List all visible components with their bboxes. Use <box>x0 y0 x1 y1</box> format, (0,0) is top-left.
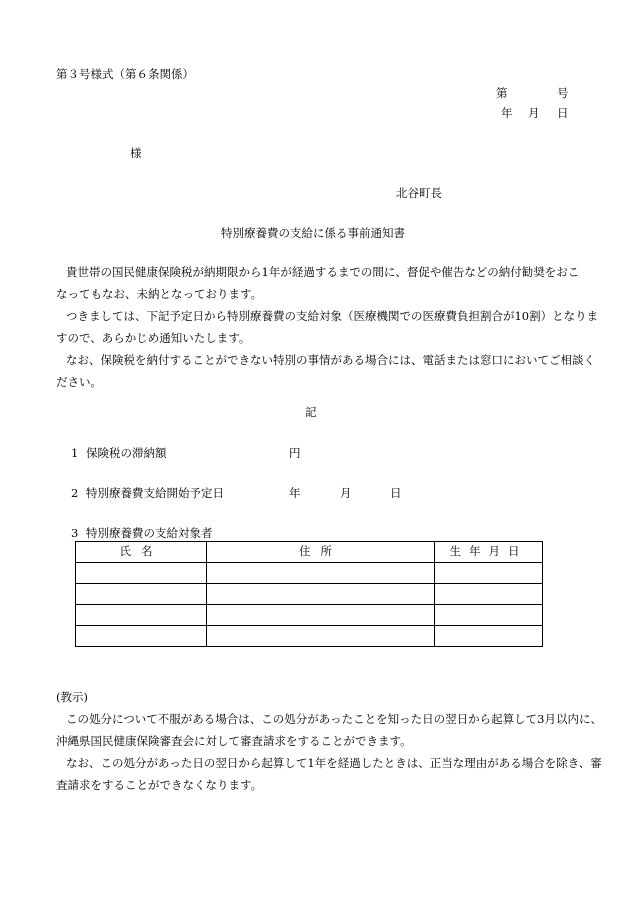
issuer: 北谷町長 <box>396 186 442 200</box>
table-cell <box>76 626 207 647</box>
document-number-suffix: 号 <box>557 86 569 100</box>
column-header-name: 氏名 <box>76 542 207 563</box>
body-line: 貴世帯の国民健康保険税が納期限から1年が経過するまでの間に、督促や催告などの納付勧奨をおこ <box>66 265 580 279</box>
date-year: 年 <box>501 106 513 120</box>
body-line: なお、保険税を納付することができない特別の事情がある場合には、電話または窓口においてご相談く <box>66 353 595 367</box>
table-row <box>76 605 543 626</box>
body-line: すので、あらかじめ通知いたします。 <box>56 331 251 345</box>
body-text <box>56 261 599 393</box>
body-line: ださい。 <box>56 375 102 389</box>
table-cell <box>76 563 207 584</box>
table-cell <box>435 605 543 626</box>
table-cell <box>207 605 435 626</box>
item-3-number: 3 <box>71 526 79 540</box>
notice-heading: (教示) <box>56 690 88 704</box>
date-day: 日 <box>557 106 569 120</box>
item-2-month: 月 <box>340 486 352 500</box>
notice-line: なお、この処分があった日の翌日から起算して1年を経過したときは、正当な理由がある場合を除き、審 <box>66 756 602 770</box>
table-row <box>76 563 543 584</box>
item-2-number: 2 <box>71 486 79 500</box>
item-1-number: 1 <box>71 446 79 460</box>
table-cell <box>435 626 543 647</box>
notice-line: 査請求をすることができなくなります。 <box>56 778 263 792</box>
item-2-year: 年 <box>289 486 301 500</box>
body-line: つきましては、下記予定日から特別療養費の支給対象（医療機関での医療費負担割合が10割）となりま <box>66 309 599 323</box>
item-1-unit: 円 <box>289 446 301 460</box>
document-number-prefix: 第 <box>496 86 508 100</box>
table-cell <box>76 584 207 605</box>
column-header-birthdate: 生年月日 <box>435 542 543 563</box>
table-row <box>76 626 543 647</box>
table-cell <box>207 584 435 605</box>
table-row <box>76 584 543 605</box>
target-persons-table <box>75 541 543 647</box>
item-3-label: 特別療養費の支給対象者 <box>86 526 213 540</box>
item-2-day: 日 <box>390 486 402 500</box>
form-label: 第３号様式（第６条関係） <box>56 67 194 81</box>
table-cell <box>435 584 543 605</box>
table-cell <box>207 563 435 584</box>
appeal-notice <box>56 686 602 796</box>
notice-line: 沖縄県国民健康保険審査会に対して審査請求をすることができます。 <box>56 734 412 748</box>
body-line: なってもなお、未納となっております。 <box>56 287 263 301</box>
item-1-label: 保険税の滞納額 <box>86 446 167 460</box>
table-header-row <box>76 542 543 563</box>
table-cell <box>435 563 543 584</box>
notice-line: この処分について不服がある場合は、この処分があったことを知った日の翌日から起算して3月以内に、 <box>66 712 602 726</box>
addressee-honorific: 様 <box>130 146 142 160</box>
ki-label: 記 <box>305 405 317 419</box>
item-2-label: 特別療養費支給開始予定日 <box>86 486 224 500</box>
table-cell <box>207 626 435 647</box>
table-cell <box>76 605 207 626</box>
column-header-address: 住所 <box>207 542 435 563</box>
date-month: 月 <box>528 106 540 120</box>
document-title: 特別療養費の支給に係る事前通知書 <box>221 226 405 240</box>
